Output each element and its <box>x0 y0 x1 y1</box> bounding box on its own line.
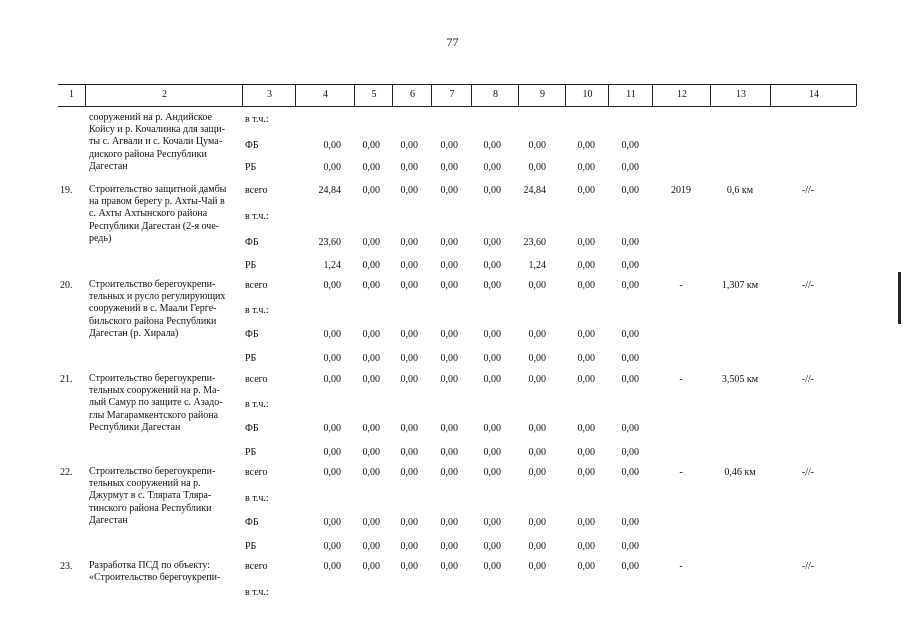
object-description-line: на правом берегу р. Ахты-Чай в <box>89 196 225 208</box>
header-col-1: 1 <box>69 89 74 100</box>
object-description-line: тельных сооружений на р. Ма- <box>89 385 220 397</box>
header-col-14: 14 <box>770 84 857 106</box>
amount-cell: 0,00 <box>400 140 418 151</box>
amount-cell: 0,00 <box>528 353 546 364</box>
funding-source-label: всего <box>245 561 268 572</box>
amount-cell: 0,00 <box>440 541 458 552</box>
header-col-10: 10 <box>565 84 609 106</box>
header-col-3: 3 <box>242 84 296 106</box>
object-description-line: лый Самур по защите с. Азадо- <box>89 397 223 409</box>
amount-cell: 0,00 <box>577 280 595 291</box>
amount-cell: 0,00 <box>323 447 341 458</box>
object-description-line: диского района Республики <box>89 148 207 160</box>
object-description-line: глы Магарамкентского района <box>89 409 219 421</box>
amount-cell: 0,00 <box>483 185 501 196</box>
amount-cell: 0,00 <box>440 447 458 458</box>
funding-source-label: ФБ <box>245 517 259 528</box>
amount-cell: 0,00 <box>362 162 380 173</box>
amount-cell: 0,00 <box>483 541 501 552</box>
amount-cell: 0,00 <box>483 447 501 458</box>
amount-cell: 0,00 <box>577 162 595 173</box>
amount-cell: 0,00 <box>362 423 380 434</box>
funding-source-label: всего <box>245 185 268 196</box>
amount-cell: 0,00 <box>400 423 418 434</box>
note-cell: -//- <box>801 185 815 196</box>
amount-cell: 0,00 <box>400 561 418 572</box>
object-description-line: сооружений на р. Андийское <box>89 112 212 123</box>
note-cell: -//- <box>801 280 815 291</box>
object-description-line: Строительство берегоукрепи- <box>89 279 216 290</box>
amount-cell: 0,00 <box>440 280 458 291</box>
amount-cell: 0,00 <box>323 561 341 572</box>
amount-cell: 0,00 <box>400 353 418 364</box>
funding-source-label: РБ <box>245 260 257 271</box>
funding-source-label: РБ <box>245 353 257 364</box>
amount-cell: 0,00 <box>621 140 639 151</box>
amount-cell: 0,00 <box>577 423 595 434</box>
amount-cell: 0,00 <box>323 423 341 434</box>
amount-cell: 0,00 <box>400 329 418 340</box>
amount-cell: 1,24 <box>323 260 341 271</box>
amount-cell: 0,00 <box>483 162 501 173</box>
amount-cell: 24,84 <box>523 185 546 196</box>
object-description-line: Разработка ПСД по объекту: <box>89 560 210 571</box>
funding-source-label: всего <box>245 374 268 385</box>
year-cell: - <box>679 280 683 291</box>
funding-source-label: в т.ч.: <box>245 493 269 504</box>
object-description-line: бильского района Республики <box>89 315 217 327</box>
object-description-line: Дагестан <box>89 160 128 172</box>
row-number: 20. <box>60 280 73 291</box>
capacity-cell: 1,307 км <box>721 280 759 291</box>
amount-cell: 0,00 <box>483 561 501 572</box>
amount-cell: 0,00 <box>483 353 501 364</box>
object-description-line: Строительство защитной дамбы <box>89 184 227 195</box>
amount-cell: 0,00 <box>400 237 418 248</box>
amount-cell: 0,00 <box>400 280 418 291</box>
amount-cell: 0,00 <box>577 140 595 151</box>
amount-cell: 0,00 <box>621 162 639 173</box>
amount-cell: 0,00 <box>577 260 595 271</box>
amount-cell: 0,00 <box>528 280 546 291</box>
note-cell: -//- <box>801 561 815 572</box>
capacity-cell: 0,46 км <box>724 467 756 478</box>
funding-source-label: ФБ <box>245 423 259 434</box>
amount-cell: 0,00 <box>483 280 501 291</box>
amount-cell: 0,00 <box>323 280 341 291</box>
capacity-cell: 3,505 км <box>721 374 759 385</box>
amount-cell: 0,00 <box>440 329 458 340</box>
amount-cell: 0,00 <box>621 467 639 478</box>
amount-cell: 0,00 <box>528 467 546 478</box>
amount-cell: 0,00 <box>621 353 639 364</box>
amount-cell: 0,00 <box>621 517 639 528</box>
amount-cell: 0,00 <box>528 329 546 340</box>
amount-cell: 0,00 <box>621 561 639 572</box>
page-number: 77 <box>446 35 459 49</box>
amount-cell: 0,00 <box>362 374 380 385</box>
object-description-line: тельных и русло регулирующих <box>89 291 226 303</box>
amount-cell: 0,00 <box>362 447 380 458</box>
funding-source-label: в т.ч.: <box>245 587 269 598</box>
object-description-line: Дагестан (р. Хирала) <box>89 327 179 339</box>
row-number: 22. <box>60 467 73 478</box>
amount-cell: 23,60 <box>318 237 341 248</box>
amount-cell: 0,00 <box>528 423 546 434</box>
amount-cell: 0,00 <box>362 140 380 151</box>
amount-cell: 0,00 <box>483 329 501 340</box>
amount-cell: 0,00 <box>323 541 341 552</box>
row-number: 21. <box>60 374 73 385</box>
amount-cell: 0,00 <box>621 260 639 271</box>
amount-cell: 0,00 <box>483 374 501 385</box>
amount-cell: 0,00 <box>577 374 595 385</box>
note-cell: -//- <box>801 467 815 478</box>
row-number: 23. <box>60 561 73 572</box>
amount-cell: 0,00 <box>362 517 380 528</box>
amount-cell: 0,00 <box>577 353 595 364</box>
amount-cell: 0,00 <box>400 185 418 196</box>
amount-cell: 0,00 <box>440 185 458 196</box>
funding-source-label: в т.ч.: <box>245 305 269 316</box>
year-cell: - <box>679 374 683 385</box>
object-description-line: Строительство берегоукрепи- <box>89 466 216 477</box>
amount-cell: 0,00 <box>440 140 458 151</box>
amount-cell: 24,84 <box>318 185 341 196</box>
amount-cell: 0,00 <box>483 467 501 478</box>
amount-cell: 0,00 <box>440 260 458 271</box>
amount-cell: 0,00 <box>483 260 501 271</box>
amount-cell: 0,00 <box>577 541 595 552</box>
amount-cell: 0,00 <box>528 447 546 458</box>
header-col-6: 6 <box>392 84 432 106</box>
funding-source-label: РБ <box>245 447 257 458</box>
amount-cell: 0,00 <box>362 260 380 271</box>
funding-source-label: в т.ч.: <box>245 399 269 410</box>
object-description-line: Койсу и р. Кочалинка для защи- <box>89 124 225 136</box>
amount-cell: 0,00 <box>323 353 341 364</box>
header-col-11: 11 <box>608 84 653 106</box>
year-cell: - <box>679 467 683 478</box>
object-description-line: Республики Дагестан <box>89 421 181 433</box>
amount-cell: 0,00 <box>577 329 595 340</box>
amount-cell: 0,00 <box>362 185 380 196</box>
amount-cell: 0,00 <box>400 260 418 271</box>
year-cell: - <box>679 561 683 572</box>
amount-cell: 0,00 <box>621 541 639 552</box>
funding-source-label: всего <box>245 280 268 291</box>
amount-cell: 0,00 <box>528 162 546 173</box>
amount-cell: 0,00 <box>440 517 458 528</box>
header-col-13: 13 <box>710 84 771 106</box>
amount-cell: 0,00 <box>621 185 639 196</box>
object-description-line: с. Ахты Ахтынского района <box>89 208 208 220</box>
amount-cell: 0,00 <box>362 467 380 478</box>
object-description-line: ты с. Агвали и с. Кочали Цума- <box>89 136 223 148</box>
amount-cell: 0,00 <box>577 185 595 196</box>
note-cell: -//- <box>801 374 815 385</box>
amount-cell: 0,00 <box>362 353 380 364</box>
object-description-line: тинского района Республики <box>89 502 212 514</box>
amount-cell: 0,00 <box>528 561 546 572</box>
funding-source-label: ФБ <box>245 237 259 248</box>
amount-cell: 0,00 <box>362 280 380 291</box>
scan-edge-mark <box>898 272 901 324</box>
header-bottom-rule <box>58 106 856 107</box>
amount-cell: 0,00 <box>483 140 501 151</box>
amount-cell: 0,00 <box>440 162 458 173</box>
header-col-2: 2 <box>85 84 243 106</box>
header-col-5: 5 <box>354 84 393 106</box>
amount-cell: 0,00 <box>323 140 341 151</box>
capacity-cell: 0,6 км <box>726 185 754 196</box>
amount-cell: 0,00 <box>323 517 341 528</box>
amount-cell: 1,24 <box>528 260 546 271</box>
object-description-line: редь) <box>89 232 112 244</box>
object-description-line: Республики Дагестан (2-я оче- <box>89 220 220 232</box>
amount-cell: 0,00 <box>440 561 458 572</box>
amount-cell: 0,00 <box>400 541 418 552</box>
amount-cell: 0,00 <box>621 374 639 385</box>
header-col-4: 4 <box>295 84 355 106</box>
amount-cell: 0,00 <box>362 329 380 340</box>
amount-cell: 0,00 <box>577 561 595 572</box>
amount-cell: 0,00 <box>621 447 639 458</box>
amount-cell: 0,00 <box>323 329 341 340</box>
amount-cell: 0,00 <box>323 467 341 478</box>
funding-source-label: всего <box>245 467 268 478</box>
object-description-line: тельных сооружений на р. <box>89 478 201 490</box>
amount-cell: 0,00 <box>483 237 501 248</box>
amount-cell: 0,00 <box>362 237 380 248</box>
object-description-line: «Строительство берегоукрепи- <box>89 572 221 584</box>
header-col-12: 12 <box>652 84 711 106</box>
header-right-border <box>856 84 857 106</box>
amount-cell: 0,00 <box>400 517 418 528</box>
amount-cell: 0,00 <box>440 237 458 248</box>
amount-cell: 0,00 <box>323 374 341 385</box>
header-col-8: 8 <box>471 84 519 106</box>
amount-cell: 0,00 <box>577 517 595 528</box>
amount-cell: 0,00 <box>621 237 639 248</box>
funding-source-label: в т.ч.: <box>245 114 269 125</box>
amount-cell: 0,00 <box>440 423 458 434</box>
amount-cell: 0,00 <box>483 517 501 528</box>
amount-cell: 0,00 <box>528 517 546 528</box>
amount-cell: 0,00 <box>400 374 418 385</box>
amount-cell: 0,00 <box>528 140 546 151</box>
amount-cell: 0,00 <box>400 467 418 478</box>
amount-cell: 0,00 <box>362 561 380 572</box>
funding-source-label: в т.ч.: <box>245 211 269 222</box>
header-col-9: 9 <box>518 84 566 106</box>
funding-source-label: ФБ <box>245 329 259 340</box>
header-col-7: 7 <box>431 84 472 106</box>
object-description-line: Строительство берегоукрепи- <box>89 373 216 384</box>
funding-source-label: ФБ <box>245 140 259 151</box>
funding-source-label: РБ <box>245 162 257 173</box>
funding-source-label: РБ <box>245 541 257 552</box>
object-description-line: сооружений в с. Маали Герге- <box>89 303 217 315</box>
amount-cell: 0,00 <box>440 467 458 478</box>
amount-cell: 0,00 <box>362 541 380 552</box>
row-number: 19. <box>60 185 73 196</box>
amount-cell: 0,00 <box>400 447 418 458</box>
year-cell: 2019 <box>671 185 691 196</box>
amount-cell: 0,00 <box>440 374 458 385</box>
object-description-line: Джурмут в с. Тлярата Тляра- <box>89 490 212 502</box>
amount-cell: 0,00 <box>483 423 501 434</box>
amount-cell: 0,00 <box>528 541 546 552</box>
amount-cell: 0,00 <box>577 237 595 248</box>
amount-cell: 0,00 <box>577 467 595 478</box>
amount-cell: 0,00 <box>621 280 639 291</box>
amount-cell: 0,00 <box>440 353 458 364</box>
amount-cell: 0,00 <box>323 162 341 173</box>
amount-cell: 0,00 <box>400 162 418 173</box>
amount-cell: 0,00 <box>577 447 595 458</box>
object-description-line: Дагестан <box>89 514 128 526</box>
amount-cell: 0,00 <box>528 374 546 385</box>
amount-cell: 0,00 <box>621 329 639 340</box>
amount-cell: 23,60 <box>523 237 546 248</box>
amount-cell: 0,00 <box>621 423 639 434</box>
